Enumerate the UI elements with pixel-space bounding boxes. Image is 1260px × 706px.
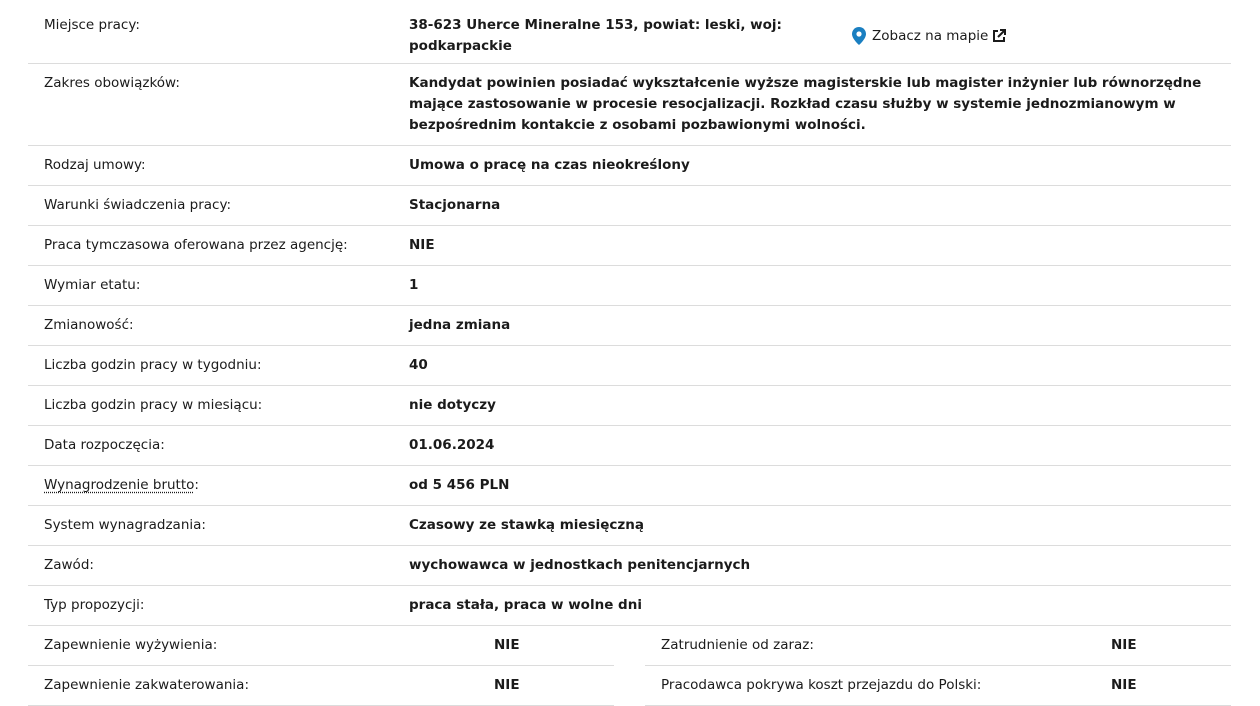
row-meals	[28, 626, 614, 666]
row-occupation	[28, 546, 1231, 586]
weekly-hours-label: Liczba godzin pracy w tygodniu:	[44, 357, 262, 373]
offer-type-label: Typ propozycji:	[44, 597, 145, 613]
duties-value: Kandydat powinien posiadać wykształcenie wyższe magisterskie lub magister inżynier lub równorzędne mające zastosowanie w procesie resocjalizacji. Rozkład czasu służby w systemie jednozmianowym w bezpośrednim kontakcie z osobami pozbawionymi wolności.	[409, 75, 1202, 133]
monthly-hours-label: Liczba godzin pracy w miesiącu:	[44, 397, 263, 413]
travel-cost-value: NIE	[1111, 677, 1137, 693]
row-job-size	[28, 266, 1231, 306]
row-contract-type	[28, 146, 1231, 186]
temp-agency-value: NIE	[409, 237, 435, 253]
temp-agency-label: Praca tymczasowa oferowana przez agencję:	[44, 237, 348, 253]
row-accommodation	[28, 666, 614, 706]
immediate-start-value: NIE	[1111, 637, 1137, 653]
monthly-hours-value: nie dotyczy	[409, 397, 496, 413]
pay-system-label: System wynagradzania:	[44, 517, 206, 533]
contract-type-label: Rodzaj umowy:	[44, 157, 146, 173]
location-label: Miejsce pracy:	[44, 17, 140, 33]
contract-type-value: Umowa o pracę na czas nieokreślony	[409, 157, 690, 173]
row-offer-type	[28, 586, 1231, 626]
row-work-conditions	[28, 186, 1231, 226]
see-on-map-link[interactable]	[852, 26, 1006, 47]
gross-salary-label[interactable]: Wynagrodzenie brutto	[44, 477, 195, 493]
work-conditions-label: Warunki świadczenia pracy:	[44, 197, 232, 213]
row-travel-cost	[645, 666, 1231, 706]
duties-label: Zakres obowiązków:	[44, 75, 180, 91]
shifts-label: Zmianowość:	[44, 317, 134, 333]
gross-salary-colon: :	[194, 477, 199, 493]
see-on-map-label: Zobacz na mapie	[872, 27, 989, 44]
accommodation-label: Zapewnienie zakwaterowania:	[44, 677, 249, 693]
row-immediate-start	[645, 626, 1231, 666]
meals-value: NIE	[494, 637, 520, 653]
occupation-label: Zawód:	[44, 557, 94, 573]
weekly-hours-value: 40	[409, 357, 428, 373]
benefits-left-column	[28, 626, 614, 706]
start-date-label: Data rozpoczęcia:	[44, 437, 165, 453]
map-pin-icon	[852, 27, 866, 45]
start-date-value: 01.06.2024	[409, 437, 495, 453]
row-pay-system	[28, 506, 1231, 546]
occupation-value: wychowawca w jednostkach penitencjarnych	[409, 557, 751, 573]
row-start-date	[28, 426, 1231, 466]
gross-salary-value: od 5 456 PLN	[409, 477, 510, 493]
pay-system-value: Czasowy ze stawką miesięczną	[409, 517, 644, 533]
row-weekly-hours	[28, 346, 1231, 386]
row-shifts	[28, 306, 1231, 346]
external-link-icon	[992, 29, 1006, 43]
immediate-start-label: Zatrudnienie od zaraz:	[661, 637, 814, 653]
offer-type-value: praca stała, praca w wolne dni	[409, 597, 642, 613]
benefits-right-column	[645, 626, 1231, 706]
accommodation-value: NIE	[494, 677, 520, 693]
row-duties	[28, 64, 1231, 146]
benefits-grid	[28, 626, 1231, 706]
job-size-value: 1	[409, 277, 419, 293]
job-size-label: Wymiar etatu:	[44, 277, 141, 293]
location-address: 38-623 Uherce Mineralne 153, powiat: leski, woj: podkarpackie	[409, 17, 782, 54]
row-gross-salary	[28, 466, 1231, 506]
job-details	[28, 4, 1231, 706]
row-temp-agency	[28, 226, 1231, 266]
travel-cost-label: Pracodawca pokrywa koszt przejazdu do Polski:	[661, 677, 982, 693]
row-monthly-hours	[28, 386, 1231, 426]
meals-label: Zapewnienie wyżywienia:	[44, 637, 218, 653]
shifts-value: jedna zmiana	[409, 317, 511, 333]
work-conditions-value: Stacjonarna	[409, 197, 501, 213]
row-location	[28, 4, 1231, 64]
